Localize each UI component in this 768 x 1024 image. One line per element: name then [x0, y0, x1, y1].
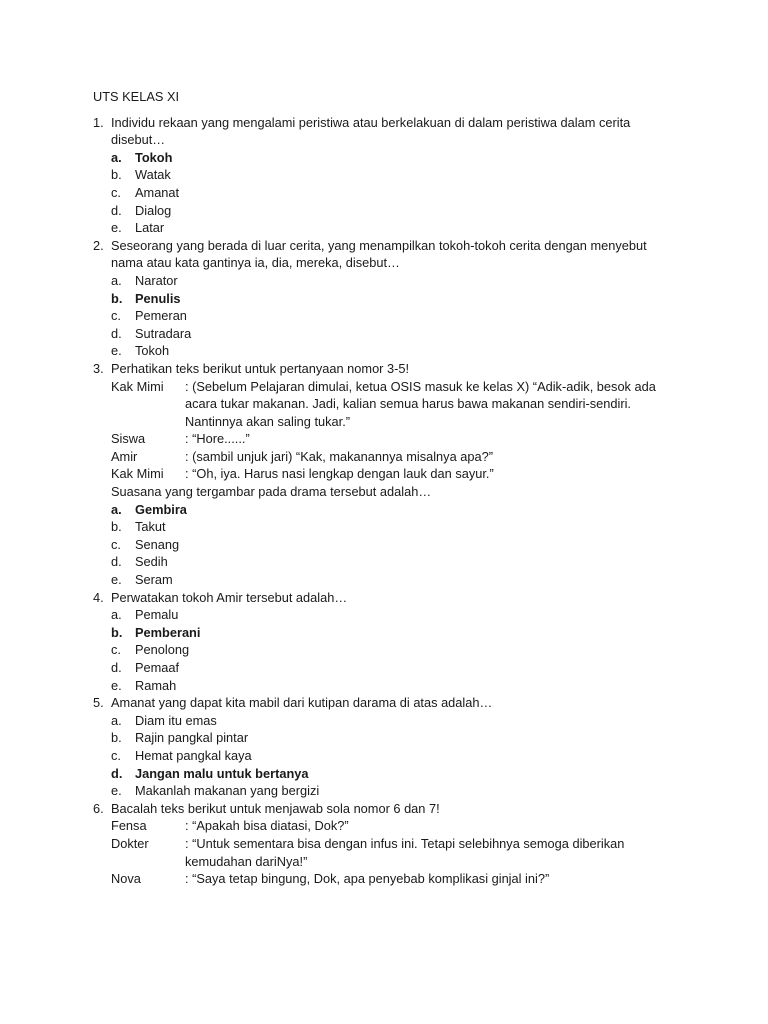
- question-text: Perwatakan tokoh Amir tersebut adalah…: [111, 589, 348, 605]
- dialog-line: [93, 448, 663, 466]
- question-number: 3.: [93, 360, 104, 376]
- option-text: Narator: [135, 272, 178, 288]
- option-text: Sutradara: [135, 325, 192, 341]
- answer-option: [93, 501, 663, 519]
- dialog-speaker: Nova: [111, 871, 141, 887]
- question-number: 5.: [93, 695, 104, 711]
- option-letter: a.: [111, 501, 122, 517]
- option-text: Jangan malu untuk bertanya: [135, 765, 309, 781]
- answer-option: [93, 765, 663, 783]
- option-letter: e.: [111, 572, 122, 588]
- answer-option: [93, 290, 663, 308]
- dialog-text: : “Apakah bisa diatasi, Dok?”: [185, 818, 349, 834]
- question-number: 1.: [93, 114, 104, 130]
- question-3: [93, 360, 663, 378]
- question-text: Individu rekaan yang mengalami peristiwa atau berkelakuan di dalam peristiwa dalam cerita disebut…: [111, 114, 631, 148]
- option-letter: d.: [111, 660, 122, 675]
- option-letter: c.: [111, 308, 121, 324]
- option-letter: d.: [111, 765, 123, 781]
- dialog-line: [93, 817, 663, 835]
- question-number: 2.: [93, 237, 104, 253]
- option-text: Rajin pangkal pintar: [135, 730, 249, 746]
- option-text: Tokoh: [135, 343, 170, 359]
- answer-option: [93, 553, 663, 571]
- question-text: Perhatikan teks berikut untuk pertanyaan nomor 3-5!: [111, 360, 410, 376]
- dialog-text: : (sambil unjuk jari) “Kak, makanannya misalnya apa?”: [185, 448, 493, 464]
- answer-option: [93, 219, 663, 237]
- dialog-speaker: Amir: [111, 448, 138, 464]
- option-letter: e.: [111, 677, 122, 693]
- option-letter: b.: [111, 624, 123, 640]
- answer-option: [93, 571, 663, 589]
- question-2: [93, 237, 663, 272]
- dialog-line: [93, 430, 663, 448]
- dialog-speaker: Siswa: [111, 431, 146, 447]
- option-text: Penulis: [135, 290, 181, 306]
- option-letter: a.: [111, 607, 122, 623]
- option-letter: c.: [111, 184, 121, 200]
- answer-option: [93, 202, 663, 220]
- option-text: Senang: [135, 536, 180, 552]
- dialog-speaker: Fensa: [111, 818, 147, 834]
- question-list: [93, 114, 663, 888]
- option-letter: d.: [111, 325, 122, 341]
- option-text: Pemaaf: [135, 660, 180, 675]
- option-letter: b.: [111, 519, 122, 535]
- dialog-text: : “Untuk sementara bisa dengan infus ini. Tetapi selebihnya semoga diberikan kemudahan dariNya!”: [185, 835, 625, 869]
- dialog-line: [93, 378, 663, 431]
- option-text: Latar: [135, 220, 165, 236]
- question-text: Amanat yang dapat kita mabil dari kutipan darama di atas adalah…: [111, 695, 493, 711]
- option-text: Sedih: [135, 554, 168, 570]
- question-text: Bacalah teks berikut untuk menjawab sola nomor 6 dan 7!: [111, 800, 440, 816]
- answer-option: [93, 659, 663, 677]
- dialog-text: : “Saya tetap bingung, Dok, apa penyebab komplikasi ginjal ini?”: [185, 871, 550, 887]
- option-text: Tokoh: [135, 149, 173, 165]
- answer-option: [93, 677, 663, 695]
- option-text: Ramah: [135, 677, 177, 693]
- answer-option: [93, 606, 663, 624]
- option-letter: b.: [111, 290, 123, 306]
- option-text: Takut: [135, 519, 166, 535]
- answer-option: [93, 712, 663, 730]
- answer-option: [93, 624, 663, 642]
- option-letter: e.: [111, 343, 122, 359]
- option-text: Amanat: [135, 184, 180, 200]
- answer-option: [93, 641, 663, 659]
- question-5: [93, 694, 663, 712]
- answer-option: [93, 342, 663, 360]
- answer-option: [93, 782, 663, 800]
- dialog-speaker: Kak Mimi: [111, 466, 164, 482]
- option-text: Hemat pangkal kaya: [135, 747, 252, 763]
- option-letter: b.: [111, 167, 122, 183]
- answer-option: [93, 272, 663, 290]
- question-6: [93, 800, 663, 818]
- answer-option: [93, 729, 663, 747]
- document-title: UTS KELAS XI: [93, 89, 180, 104]
- option-text: Seram: [135, 572, 173, 588]
- option-letter: c.: [111, 536, 121, 552]
- option-letter: d.: [111, 554, 122, 570]
- answer-option: [93, 747, 663, 765]
- option-text: Watak: [135, 167, 171, 183]
- dialog-text: : “Hore......”: [185, 431, 250, 447]
- option-letter: b.: [111, 730, 122, 746]
- document-body: [93, 88, 663, 888]
- option-text: Diam itu emas: [135, 712, 217, 728]
- question-prompt: Suasana yang tergambar pada drama tersebut adalah…: [111, 484, 432, 500]
- option-text: Penolong: [135, 642, 190, 658]
- question-4: [93, 589, 663, 607]
- option-text: Pemberani: [135, 624, 201, 640]
- dialog-speaker: Kak Mimi: [111, 378, 164, 394]
- option-letter: a.: [111, 272, 122, 288]
- answer-option: [93, 325, 663, 343]
- dialog-line: [93, 465, 663, 483]
- option-text: Gembira: [135, 501, 187, 517]
- answer-option: [93, 166, 663, 184]
- question-text: Seseorang yang berada di luar cerita, yang menampilkan tokoh-tokoh cerita dengan menyebut nama atau kata gantinya ia, dia, mereka, disebut…: [111, 237, 647, 271]
- answer-option: [93, 307, 663, 325]
- option-letter: a.: [111, 149, 122, 165]
- dialog-text: : (Sebelum Pelajaran dimulai, ketua OSIS masuk ke kelas X) “Adik-adik, besok ada acara tukar makanan. Jadi, kalian semua harus bawa makanan sendiri-sendiri. Nantinnya akan saling tukar.”: [185, 378, 656, 429]
- option-text: Makanlah makanan yang bergizi: [135, 783, 320, 799]
- option-letter: a.: [111, 712, 122, 728]
- option-text: Dialog: [135, 202, 172, 218]
- question-number: 6.: [93, 800, 104, 816]
- option-letter: c.: [111, 747, 121, 763]
- option-letter: c.: [111, 642, 121, 658]
- answer-option: [93, 184, 663, 202]
- dialog-line: [93, 870, 663, 888]
- dialog-speaker: Dokter: [111, 835, 149, 851]
- answer-option: [93, 518, 663, 536]
- option-text: Pemeran: [135, 308, 187, 324]
- question-1: [93, 114, 663, 149]
- dialog-line: [93, 835, 663, 870]
- option-letter: d.: [111, 202, 122, 218]
- option-letter: e.: [111, 783, 122, 799]
- answer-option: [93, 149, 663, 167]
- question-number: 4.: [93, 589, 104, 605]
- option-letter: e.: [111, 220, 122, 236]
- dialog-text: : “Oh, iya. Harus nasi lengkap dengan lauk dan sayur.”: [185, 466, 494, 482]
- option-text: Pemalu: [135, 607, 179, 623]
- answer-option: [93, 536, 663, 554]
